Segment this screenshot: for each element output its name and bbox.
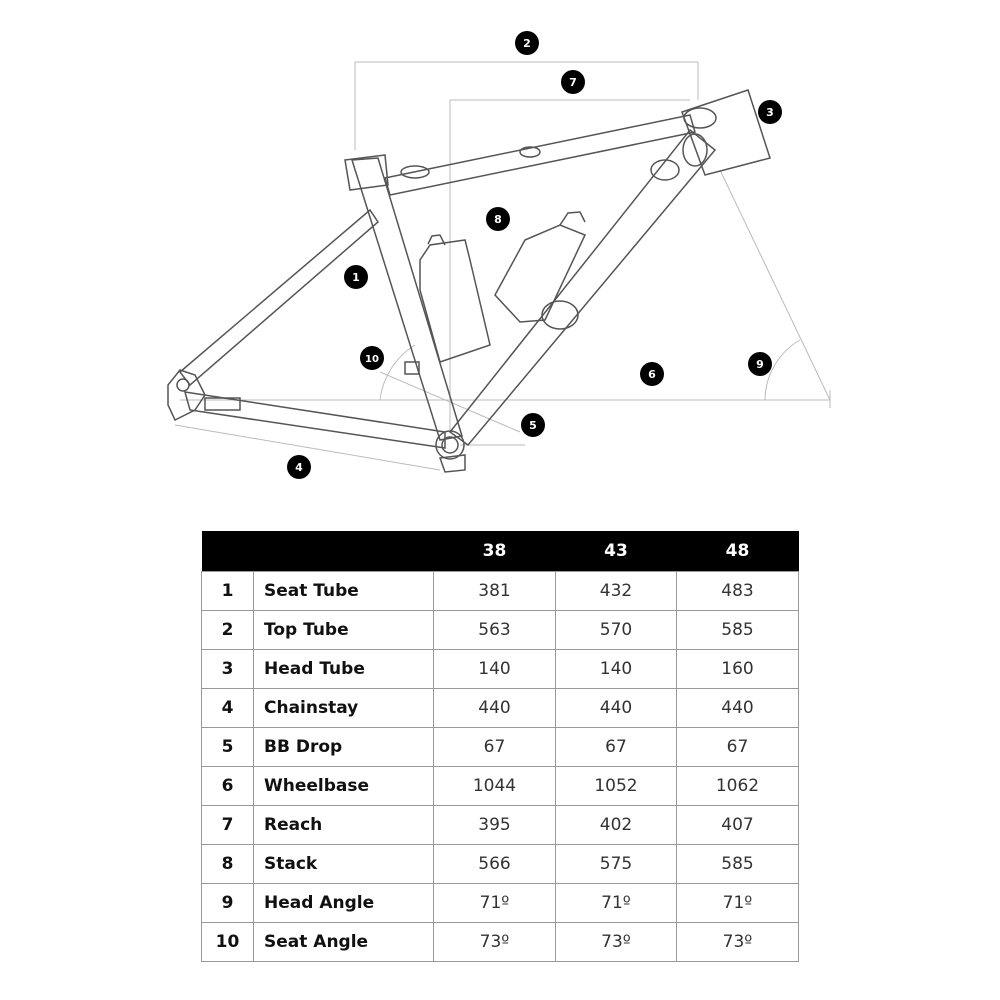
marker-4 xyxy=(287,455,311,479)
table-row xyxy=(202,884,799,923)
table-row xyxy=(202,689,799,728)
cell-38: 71º xyxy=(434,884,556,923)
cell-48: 67 xyxy=(677,728,799,767)
marker-9 xyxy=(748,352,772,376)
cell-43: 67 xyxy=(556,728,677,767)
seat-tube xyxy=(352,158,462,440)
dimension-lines xyxy=(175,62,830,470)
svg-text:3: 3 xyxy=(766,106,774,119)
row-number: 10 xyxy=(202,923,254,962)
marker-3 xyxy=(758,100,782,124)
row-measurement: BB Drop xyxy=(254,728,434,767)
cell-38: 381 xyxy=(434,572,556,611)
header-size-43: 43 xyxy=(556,531,677,572)
svg-text:6: 6 xyxy=(648,368,656,381)
cell-43: 570 xyxy=(556,611,677,650)
row-measurement: Reach xyxy=(254,806,434,845)
table-row xyxy=(202,767,799,806)
cell-43: 73º xyxy=(556,923,677,962)
cell-48: 407 xyxy=(677,806,799,845)
cell-48: 483 xyxy=(677,572,799,611)
row-measurement: Seat Tube xyxy=(254,572,434,611)
cell-43: 440 xyxy=(556,689,677,728)
cell-38: 1044 xyxy=(434,767,556,806)
cell-38: 140 xyxy=(434,650,556,689)
row-measurement: Seat Angle xyxy=(254,923,434,962)
header-blank-name xyxy=(254,531,434,572)
cell-48: 585 xyxy=(677,611,799,650)
svg-text:7: 7 xyxy=(569,76,577,89)
bottom-bracket xyxy=(436,431,464,459)
table-row xyxy=(202,650,799,689)
cell-48: 1062 xyxy=(677,767,799,806)
row-measurement: Top Tube xyxy=(254,611,434,650)
row-number: 7 xyxy=(202,806,254,845)
table-row xyxy=(202,611,799,650)
table-row xyxy=(202,728,799,767)
cell-48: 71º xyxy=(677,884,799,923)
seat-stay xyxy=(180,210,378,385)
row-number: 2 xyxy=(202,611,254,650)
table-row xyxy=(202,923,799,962)
header-size-38: 38 xyxy=(434,531,556,572)
marker-1 xyxy=(344,265,368,289)
cell-38: 566 xyxy=(434,845,556,884)
row-measurement: Head Tube xyxy=(254,650,434,689)
cell-48: 585 xyxy=(677,845,799,884)
svg-text:9: 9 xyxy=(756,358,764,371)
row-number: 1 xyxy=(202,572,254,611)
bottle-cage-down xyxy=(495,225,585,322)
svg-text:2: 2 xyxy=(523,37,531,50)
bike-frame xyxy=(168,90,770,472)
geometry-table xyxy=(201,531,799,962)
row-number: 6 xyxy=(202,767,254,806)
cell-43: 575 xyxy=(556,845,677,884)
row-measurement: Chainstay xyxy=(254,689,434,728)
row-number: 5 xyxy=(202,728,254,767)
cell-38: 67 xyxy=(434,728,556,767)
marker-6 xyxy=(640,362,664,386)
cell-38: 440 xyxy=(434,689,556,728)
marker-7 xyxy=(561,70,585,94)
cell-38: 563 xyxy=(434,611,556,650)
row-measurement: Head Angle xyxy=(254,884,434,923)
cell-43: 1052 xyxy=(556,767,677,806)
row-measurement: Stack xyxy=(254,845,434,884)
table-row xyxy=(202,572,799,611)
svg-text:8: 8 xyxy=(494,213,502,226)
row-measurement: Wheelbase xyxy=(254,767,434,806)
cell-43: 71º xyxy=(556,884,677,923)
table-row xyxy=(202,806,799,845)
cell-43: 140 xyxy=(556,650,677,689)
row-number: 3 xyxy=(202,650,254,689)
row-number: 8 xyxy=(202,845,254,884)
cell-43: 432 xyxy=(556,572,677,611)
bottle-cage-seat xyxy=(420,240,490,362)
marker-10 xyxy=(360,346,384,370)
marker-8 xyxy=(486,207,510,231)
cell-48: 440 xyxy=(677,689,799,728)
svg-text:1: 1 xyxy=(352,271,360,284)
table-row xyxy=(202,845,799,884)
cell-38: 395 xyxy=(434,806,556,845)
cell-48: 160 xyxy=(677,650,799,689)
row-number: 9 xyxy=(202,884,254,923)
header-size-48: 48 xyxy=(677,531,799,572)
cell-48: 73º xyxy=(677,923,799,962)
marker-5 xyxy=(521,413,545,437)
cell-43: 402 xyxy=(556,806,677,845)
marker-2 xyxy=(515,31,539,55)
cell-38: 73º xyxy=(434,923,556,962)
header-blank-number xyxy=(202,531,254,572)
svg-text:5: 5 xyxy=(529,419,537,432)
row-number: 4 xyxy=(202,689,254,728)
table-header-row xyxy=(202,531,799,572)
svg-text:4: 4 xyxy=(295,461,303,474)
table-body xyxy=(202,572,799,962)
svg-text:10: 10 xyxy=(365,354,379,365)
